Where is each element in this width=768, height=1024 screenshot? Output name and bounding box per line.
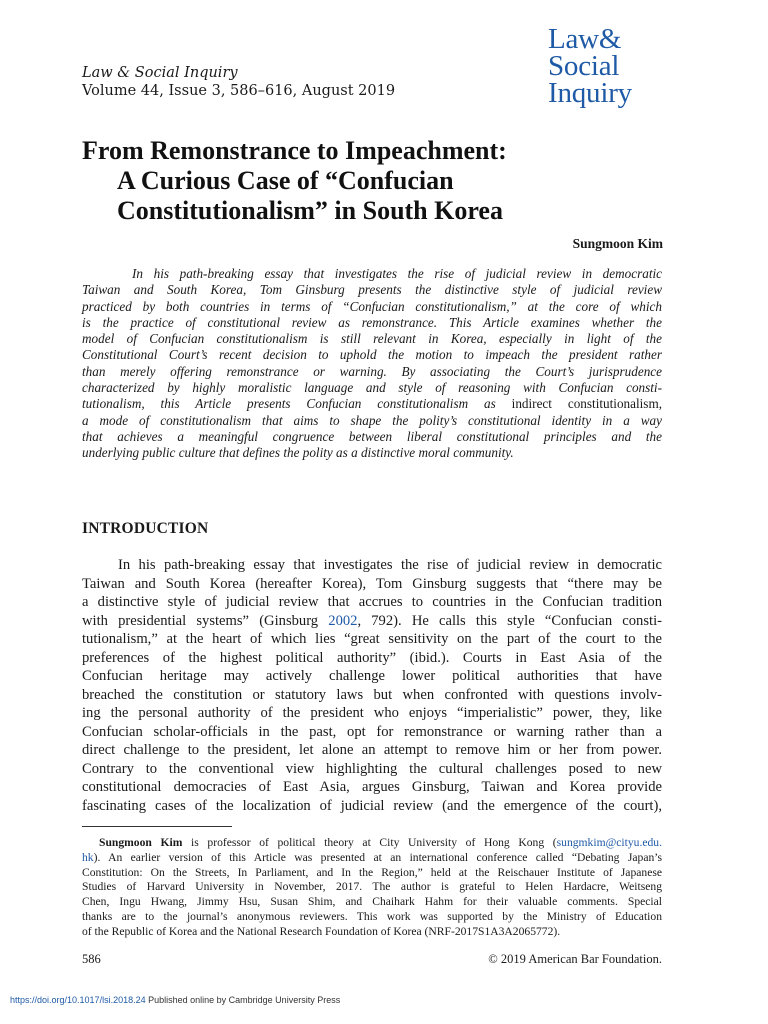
logo-line-3: Inquiry (548, 77, 632, 109)
body-line: constitutional democracies of East Asia, argues Ginsburg, Taiwan and Korea provide (82, 779, 662, 795)
citation-link[interactable]: 2002 (328, 612, 358, 629)
footnote-divider (82, 826, 232, 827)
abstract-line: practiced by both countries in terms of “Confucian constitutionalism,” at the core of which (82, 298, 662, 314)
article-author: Sungmoon Kim (572, 236, 663, 251)
abstract-line-text: tutionalism, this Article presents Confucian constitutionalism as (82, 396, 496, 412)
abstract-emphasis: indirect constitutionalism, (511, 396, 662, 412)
abstract-line: that achieves a meaningful congruence between liberal constitutional principles and the (82, 428, 662, 444)
abstract-line: In his path-breaking essay that investigates the rise of judicial review in democratic (132, 266, 662, 281)
footnote-text: ). An earlier version of this Article was presented at an international conference called “Debating Japan’s (93, 850, 662, 864)
abstract-line: characterized by highly moralistic language and style of reasoning with Confucian consti- (82, 380, 662, 396)
abstract (82, 266, 662, 462)
body-line: In his path-breaking essay that investigates the rise of judicial review in democratic (118, 557, 662, 573)
section-heading: INTRODUCTION (82, 520, 209, 537)
journal-volume: Volume 44, Issue 3, 586–616, August 2019 (82, 83, 396, 99)
author-email-link[interactable]: sungmkim@cityu.edu. (556, 836, 662, 849)
footnote-line (82, 836, 662, 851)
body-line-text: , 792). He calls this style “Confucian consti- (357, 612, 662, 629)
body-line: preferences of the highest political authority” (ibid.). Courts in East Asia of the (82, 649, 662, 666)
footnote-line: of the Republic of Korea and the National Research Foundation of Korea (NRF-2017S1A3A2065772). (82, 924, 561, 938)
body-line: fascinating cases of the localization of judicial review (and the emergence of the court), (82, 797, 662, 814)
footnote-author: Sungmoon Kim (99, 836, 183, 849)
body-line: ing the personal authority of the president who enjoys “imperialistic” power, they, like (82, 705, 662, 721)
body-line-text: with presidential systems” (Ginsburg (82, 612, 329, 629)
author-email-link-cont[interactable]: hk (82, 850, 94, 864)
body-line: Confucian scholar-officials in the past, opt for remonstrance or warning rather than a (82, 723, 662, 740)
title-line-3: Constitutionalism” in South Korea (117, 196, 503, 225)
body-line (82, 612, 662, 631)
author-footnote (82, 836, 662, 940)
abstract-line: is the practice of constitutional review as remonstrance. This Article examines whether the (82, 314, 662, 330)
body-line: tutionalism,” at the heart of which lies “great sensitivity on the part of the court to the (82, 631, 662, 647)
journal-name: Law & Social Inquiry (82, 65, 238, 81)
logo-line-2: Social (548, 50, 620, 82)
journal-citation (82, 64, 395, 100)
body-line: Contrary to the conventional view highlighting the cultural challenges posed to new (82, 760, 662, 777)
abstract-line: underlying public culture that defines the polity as a distinctive moral community. (82, 445, 514, 461)
footnote-text: is professor of political theory at City University of Hong Kong ( (182, 836, 557, 849)
article-title (82, 136, 682, 226)
footnote-line: Constitution: On the Streets, In Parliament, and In the Region,” held at the Reischauer Institute of Japanese (82, 865, 662, 879)
page-number: 586 (82, 952, 101, 966)
abstract-line: a mode of constitutionalism that aims to shape the polity’s constitutional identity in a way (82, 412, 662, 428)
abstract-line: than merely offering remonstrance or warning. By associating the Court’s jurisprudence (82, 363, 662, 379)
logo-line-1: Law& (548, 23, 622, 55)
introduction-body (82, 556, 662, 815)
body-line: Confucian heritage may actively challenge lower political authorities that have (82, 668, 662, 684)
journal-logo (548, 23, 632, 109)
abstract-line (82, 396, 662, 412)
abstract-line: model of Confucian constitutionalism is still relevant in Korea, especially in light of the (82, 331, 662, 347)
doi-footer (10, 995, 340, 1005)
abstract-line: Taiwan and South Korea, Tom Ginsburg presents the distinctive style of judicial review (82, 282, 662, 298)
published-online-text: Published online by Cambridge University Press (145, 995, 341, 1005)
footnote-line: thanks are to the journal’s anonymous reviewers. This work was supported by the Ministry of Education (82, 909, 662, 923)
title-line-1: From Remonstrance to Impeachment: (82, 136, 507, 165)
abstract-line: Constitutional Court’s recent decision to uphold the motion to impeach the president rather (82, 347, 662, 363)
body-line: Taiwan and South Korea (hereafter Korea), Tom Ginsburg suggests that “there may be (82, 575, 662, 592)
body-line: a distinctive style of judicial review that accrues to countries in the Confucian tradition (82, 594, 662, 610)
copyright-notice: © 2019 American Bar Foundation. (488, 952, 662, 966)
body-line: breached the constitution or statutory laws but when confronted with questions involv- (82, 686, 662, 703)
footnote-line (82, 851, 662, 866)
footnote-line: Chen, Ingu Hwang, Jimmy Hsu, Susan Shim, and Chaihark Hahm for their valuable comments. Special (82, 895, 662, 909)
doi-link[interactable]: https://doi.org/10.1017/lsi.2018.24 (10, 995, 146, 1005)
footnote-line: Studies of Harvard University in November, 2017. The author is grateful to Helen Hardacre, Weitseng (82, 880, 662, 894)
body-line: direct challenge to the president, let alone an attempt to remove him or her from power. (82, 742, 662, 758)
title-line-2: A Curious Case of “Confucian (117, 166, 454, 195)
